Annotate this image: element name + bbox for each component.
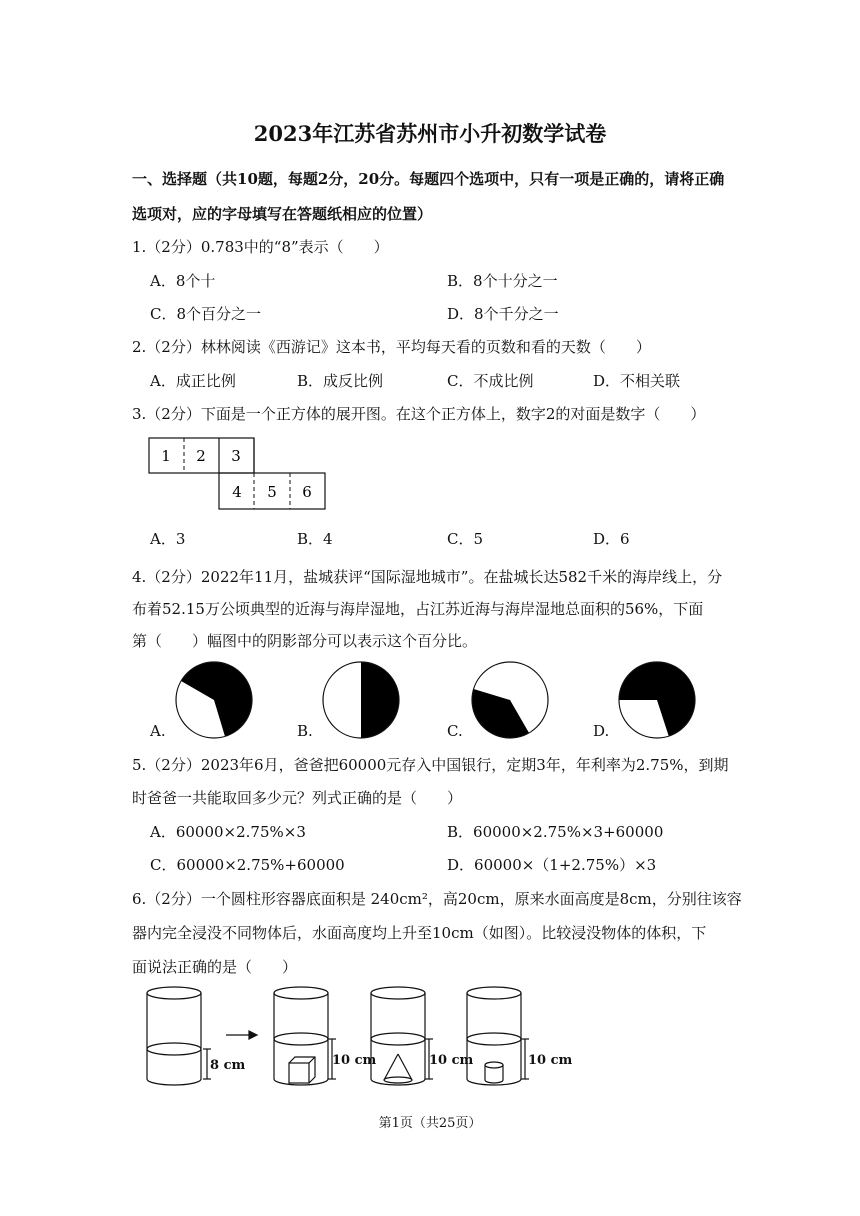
- question-5-line2: 时爸爸一共能取回多少元？列式正确的是（ ）: [132, 789, 463, 807]
- pie-d: [617, 660, 699, 742]
- label-10cm-2: 10 cm: [429, 1053, 474, 1068]
- question-6-line3: 面说法正确的是（ ）: [132, 958, 298, 976]
- cylinder-with-small-cylinder: [467, 987, 529, 1085]
- q5-option-a: A．60000×2.75%×3: [150, 823, 306, 841]
- cylinder-with-cone: [371, 987, 433, 1085]
- net-cell-3: 3: [231, 447, 241, 465]
- question-1: 1.（2分）0.783中的“8”表示（ ）: [132, 238, 389, 256]
- question-6-line1: 6.（2分）一个圆柱形容器底面积是 240cm²，高20cm，原来水面高度是8cm，分别往该容: [132, 890, 742, 908]
- net-cell-5: 5: [267, 483, 277, 501]
- label-10cm-3: 10 cm: [528, 1053, 573, 1068]
- q3-option-a: A．3: [150, 530, 186, 548]
- pie-b-shade: [361, 662, 399, 738]
- q5-option-b: B．60000×2.75%×3+60000: [447, 823, 664, 841]
- q1-option-d: D．8个千分之一: [447, 305, 559, 323]
- question-3: 3.（2分）下面是一个正方体的展开图。在这个正方体上，数字2的对面是数字（ ）: [132, 405, 706, 423]
- q2-option-c: C．不成比例: [447, 372, 534, 390]
- cube-net-figure: [148, 437, 328, 511]
- cylinder-with-cube: [274, 987, 336, 1085]
- cylinder-figure: [140, 980, 580, 1092]
- q4-option-a: A.: [150, 722, 166, 740]
- page-title: 2023年江苏省苏州市小升初数学试卷: [253, 121, 607, 146]
- section-heading-line1: 一、选择题（共10题，每题2分，20分。每题四个选项中，只有一项是正确的，请将正确: [132, 170, 725, 188]
- q5-option-c: C．60000×2.75%+60000: [150, 856, 345, 874]
- q1-option-a: A．8个十: [150, 272, 216, 290]
- q4-option-c: C.: [447, 722, 463, 740]
- pie-c: [470, 660, 552, 742]
- label-10cm-1: 10 cm: [332, 1053, 377, 1068]
- q1-option-b: B．8个十分之一: [447, 272, 558, 290]
- q1-option-c: C．8个百分之一: [150, 305, 262, 323]
- q2-option-b: B．成反比例: [297, 372, 384, 390]
- net-cell-6: 6: [302, 483, 312, 501]
- question-4-line1: 4.（2分）2022年11月，盐城获评“国际湿地城市”。在盐城长达582千米的海岸线上，分: [132, 568, 723, 586]
- section-heading-line2: 选项对，应的字母填写在答题纸相应的位置）: [132, 205, 433, 223]
- q3-option-b: B．4: [297, 530, 333, 548]
- arrow-icon: [226, 1031, 257, 1039]
- net-cell-4: 4: [232, 483, 242, 501]
- pie-c-shade: [472, 689, 529, 738]
- question-4-line3: 第（ ）幅图中的阴影部分可以表示这个百分比。: [132, 632, 478, 650]
- pie-a: [174, 660, 256, 742]
- question-5-line1: 5.（2分）2023年6月，爸爸把60000元存入中国银行，定期3年，年利率为2.75%，到期: [132, 756, 729, 774]
- q2-option-d: D．不相关联: [593, 372, 681, 390]
- q4-option-b: B.: [297, 722, 313, 740]
- cylinder-original: [147, 987, 211, 1085]
- question-2: 2.（2分）林林阅读《西游记》这本书，平均每天看的页数和看的天数（ ）: [132, 338, 651, 356]
- label-8cm: 8 cm: [210, 1058, 246, 1073]
- pie-b: [321, 660, 403, 742]
- question-4-line2: 布着52.15万公顷典型的近海与海岸湿地，占江苏近海与海岸湿地总面积的56%，下面: [132, 600, 704, 618]
- question-6-line2: 器内完全浸没不同物体后，水面高度均上升至10cm（如图）。比较浸没物体的体积，下: [132, 924, 707, 942]
- q2-option-a: A．成正比例: [150, 372, 236, 390]
- net-cell-1: 1: [161, 447, 171, 465]
- q4-option-d: D.: [593, 722, 610, 740]
- q5-option-d: D．60000×（1+2.75%）×3: [447, 856, 657, 874]
- page-footer: 第1页（共25页）: [378, 1116, 482, 1131]
- q3-option-d: D．6: [593, 530, 630, 548]
- q3-option-c: C．5: [447, 530, 484, 548]
- net-cell-2: 2: [196, 447, 206, 465]
